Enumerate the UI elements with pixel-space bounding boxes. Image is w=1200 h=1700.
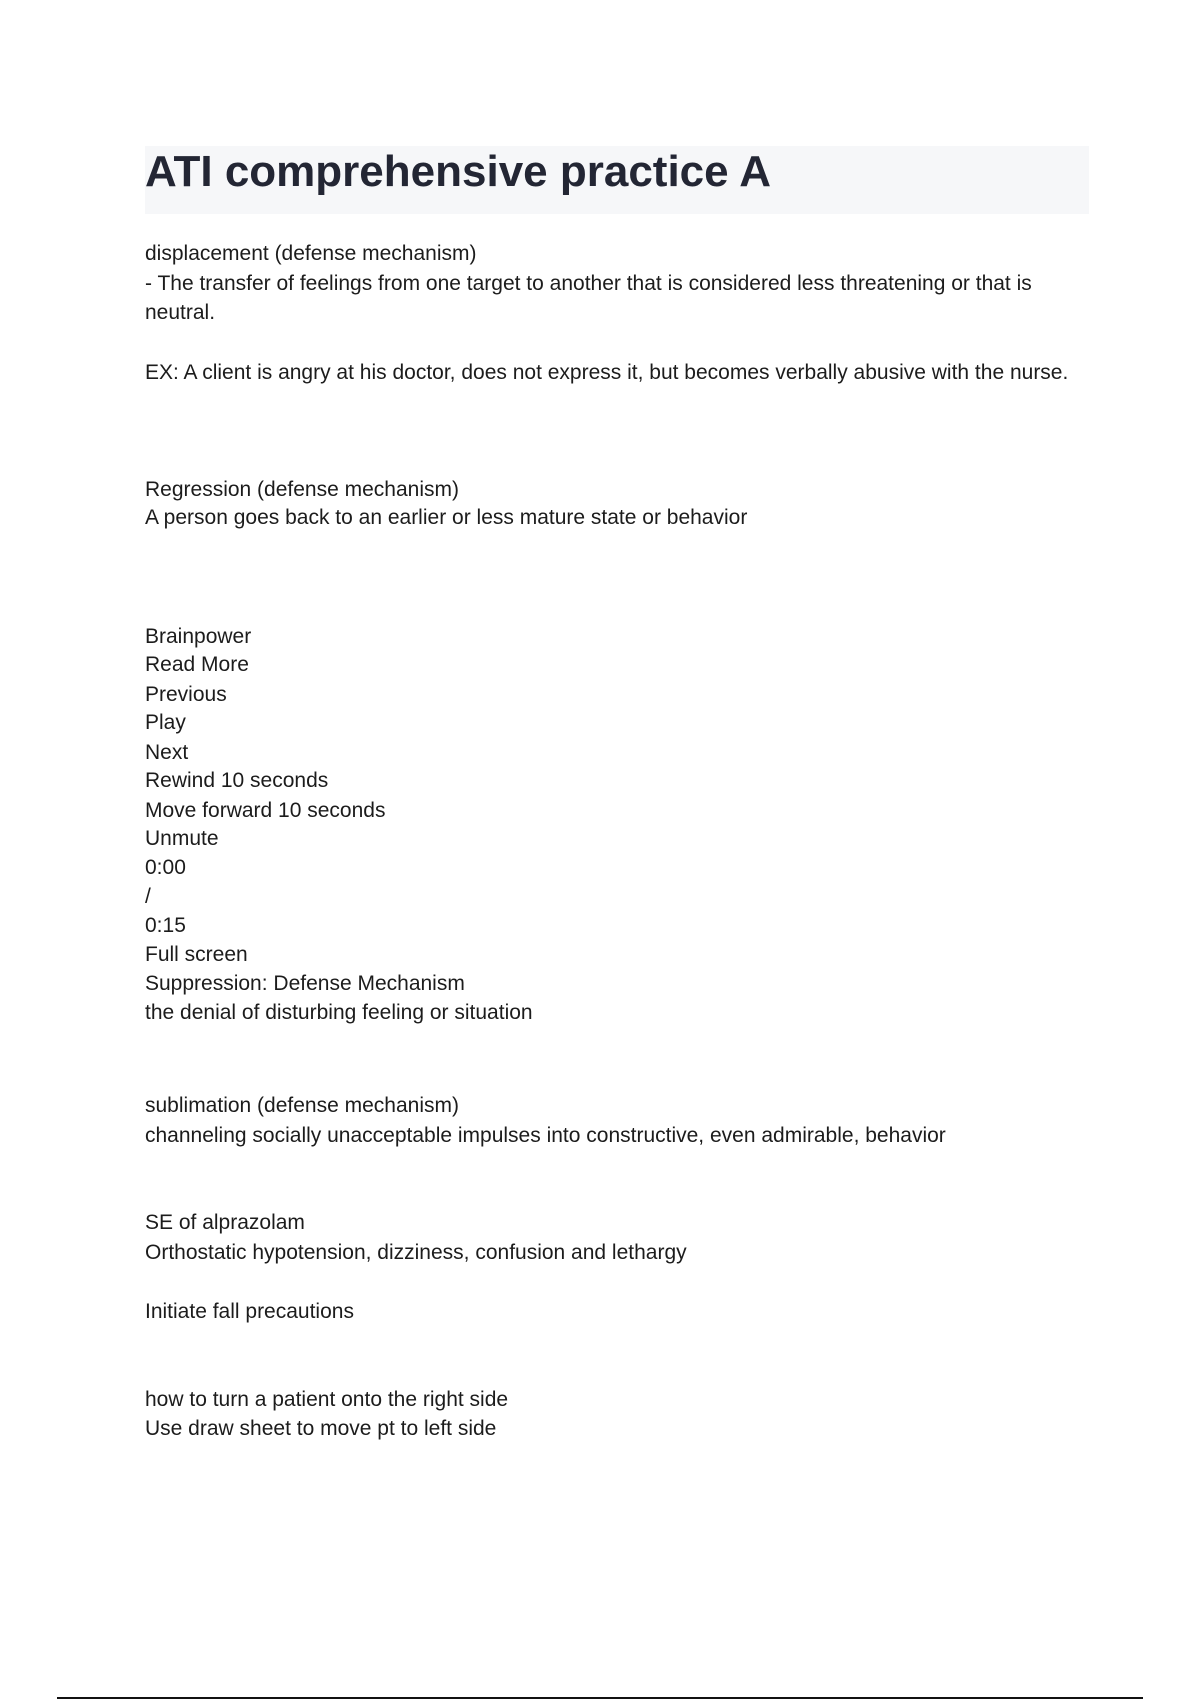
read-more-link[interactable]: Read More bbox=[145, 653, 249, 676]
definition-displacement: - The transfer of feelings from one target to another that is considered less threatening or that is neutral. bbox=[145, 272, 1032, 324]
next-button[interactable]: Next bbox=[145, 741, 189, 764]
term-displacement: displacement (defense mechanism) bbox=[145, 242, 477, 265]
rewind-button[interactable]: Rewind 10 seconds bbox=[145, 769, 329, 792]
definition-regression: A person goes back to an earlier or less mature state or behavior bbox=[145, 506, 748, 529]
term-suppression: Suppression: Defense Mechanism bbox=[145, 972, 465, 995]
unmute-button[interactable]: Unmute bbox=[145, 827, 219, 850]
previous-button[interactable]: Previous bbox=[145, 683, 227, 706]
definition-sublimation: channeling socially unacceptable impulses into constructive, even admirable, behavior bbox=[145, 1124, 946, 1147]
time-separator: / bbox=[145, 885, 151, 908]
page-title: ATI comprehensive practice A bbox=[145, 147, 771, 196]
forward-button[interactable]: Move forward 10 seconds bbox=[145, 799, 386, 822]
note-alprazolam: Initiate fall precautions bbox=[145, 1300, 354, 1323]
term-regression: Regression (defense mechanism) bbox=[145, 478, 459, 501]
term-turning: how to turn a patient onto the right side bbox=[145, 1388, 509, 1411]
term-alprazolam: SE of alprazolam bbox=[145, 1211, 305, 1234]
current-time: 0:00 bbox=[145, 856, 186, 879]
definition-alprazolam: Orthostatic hypotension, dizziness, confusion and lethargy bbox=[145, 1241, 687, 1264]
footer-divider bbox=[57, 1697, 1143, 1699]
full-screen-button[interactable]: Full screen bbox=[145, 943, 248, 966]
example-displacement: EX: A client is angry at his doctor, does not express it, but becomes verbally abusive with the nurse. bbox=[145, 361, 1069, 384]
play-button[interactable]: Play bbox=[145, 711, 186, 734]
definition-turning: Use draw sheet to move pt to left side bbox=[145, 1417, 497, 1440]
video-brand-label: Brainpower bbox=[145, 625, 252, 648]
term-sublimation: sublimation (defense mechanism) bbox=[145, 1094, 459, 1117]
duration: 0:15 bbox=[145, 914, 186, 937]
definition-suppression: the denial of disturbing feeling or situation bbox=[145, 1001, 533, 1024]
